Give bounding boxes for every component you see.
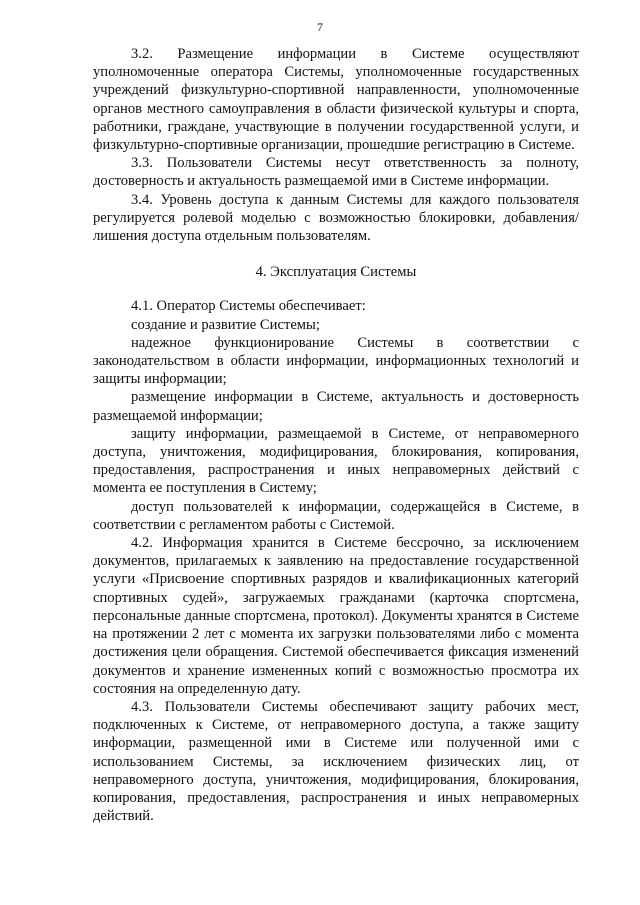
document-body (93, 45, 579, 825)
paragraph-4-3: 4.3. Пользователи Системы обеспечивают защиту рабочих мест, подключенных к Системе, от неправомерного доступа, а также защиту информации, размещенной ими в Системе или полученной ими с использованием Системы, за исключением физических лиц, от неправомерного доступа, уничтожения, модифицирования, блокирования, копирования, предоставления, распространения и иных неправомерных действий. (93, 698, 579, 825)
paragraph-4-2: 4.2. Информация хранится в Системе бессрочно, за исключением документов, прилагаемых к заявлению на предоставление государственной услуги «Присвоение спортивных разрядов и квалификационных категорий спортивных судей», загружаемых гражданами (карточка спортсмена, персональные данные спортсмена, протокол). Документы хранятся в Системе на протяжении 2 лет с момента их загрузки пользователями либо с момента достижения цели обращения. Системой обеспечивается фиксация изменений документов и хранение измененных копий с возможностью просмотра их состояния на определенную дату. (93, 535, 579, 697)
paragraph-3-3: 3.3. Пользователи Системы несут ответственность за полноту, достоверность и актуальность размещаемой ими в Системе информации. (93, 155, 579, 190)
list-item-info-protection: защиту информации, размещаемой в Системе, от неправомерного доступа, уничтожения, модифицирования, блокирования, копирования, предоставления, распространения и иных неправомерных действий с момента ее поступления в Систему; (93, 425, 579, 497)
paragraph-4-1: 4.1. Оператор Системы обеспечивает: (131, 298, 366, 315)
list-item-user-access: доступ пользователей к информации, содержащейся в Системе, в соответствии с регламентом работы с Системой. (93, 498, 579, 533)
list-item-development: создание и развитие Системы; (131, 316, 320, 333)
section-heading: 4. Эксплуатация Системы (255, 264, 417, 281)
paragraph-3-2: 3.2. Размещение информации в Системе осуществляют уполномоченные оператора Системы, уполномоченные государственных учреждений физкультурно-спортивной направленности, уполномоченные органов местного самоуправления в области физической культуры и спорта, работники, граждане, участвующие в получении государственной услуги, и физкультурно-спортивные организации, прошедшие регистрацию в Системе. (93, 46, 579, 154)
paragraph-3-4: 3.4. Уровень доступа к данным Системы для каждого пользователя регулируется ролевой моделью с возможностью блокировки, добавления/лишения доступа отдельным пользователям. (93, 191, 579, 245)
page-number: 7 (317, 20, 323, 34)
list-item-info-placement: размещение информации в Системе, актуальность и достоверность размещаемой информации; (93, 389, 579, 424)
list-item-reliable-operation: надежное функционирование Системы в соответствии с законодательством в области информации, информационных технологий и защиты информации; (93, 334, 579, 388)
